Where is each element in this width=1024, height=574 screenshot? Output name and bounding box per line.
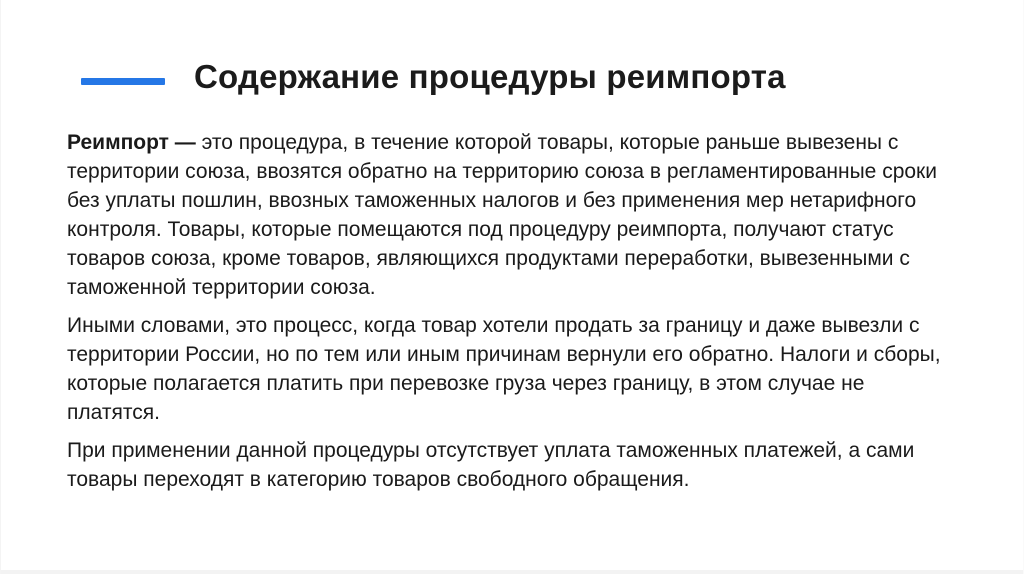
paragraph-in-other-words <box>67 311 961 427</box>
paragraph-reimport-definition <box>67 128 961 302</box>
paragraph-text: это процедура, в течение которой товары, которые раньше вывезены с территории союза, ввозятся обратно на территорию союза в регламентированные сроки без уплаты пошлин, ввозных таможенных налогов и без применения мер нетарифного контроля. Товары, которые помещаются под процедуру реимпорта, получают статус товаров союза, кроме товаров, являющихся продуктами переработки, вывезенными с таможенной территории союза. <box>67 131 937 299</box>
paragraph-text: При применении данной процедуры отсутствует уплата таможенных платежей, а сами товары переходят в категорию товаров свободного обращения. <box>67 439 915 491</box>
slide-body <box>1 97 1023 494</box>
title-accent-dash <box>81 78 165 85</box>
page-title: Содержание процедуры реимпорта <box>194 58 786 95</box>
paragraph-no-payments <box>67 436 961 494</box>
paragraph-text: Иными словами, это процесс, когда товар хотели продать за границу и даже вывезли с территории России, но по тем или иным причинам вернули его обратно. Налоги и сборы, которые полагается платить при перевозке груза через границу, в этом случае не платятся. <box>67 314 941 424</box>
slide-bottom-edge <box>1 570 1023 574</box>
slide-header <box>1 0 1023 97</box>
paragraph-lead-term: Реимпорт — <box>67 131 196 154</box>
